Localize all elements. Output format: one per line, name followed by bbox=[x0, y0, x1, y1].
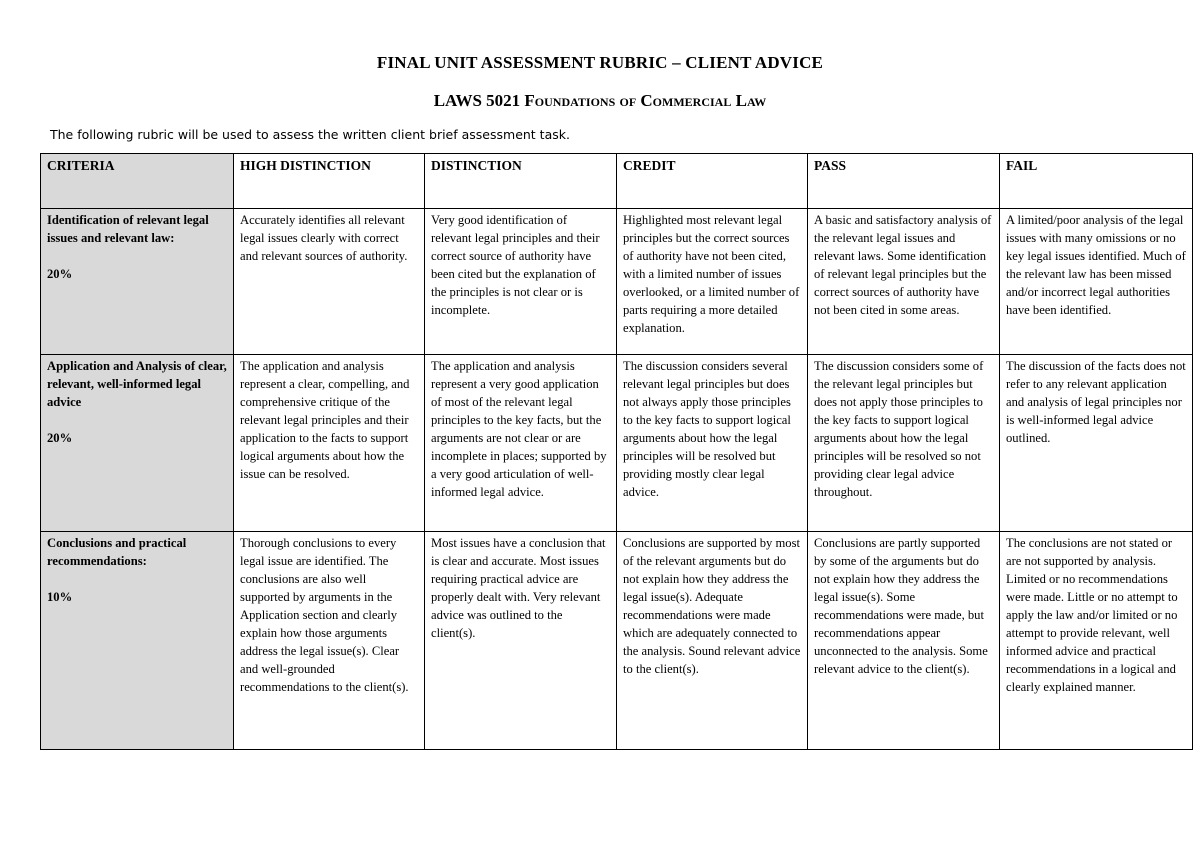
intro-text: The following rubric will be used to assess the written client brief assessment task. bbox=[50, 127, 570, 142]
cell-distinction: The application and analysis represent a very good application of most of the relevant legal principles to the key facts, but the arguments are not clear or are incomplete in places; supported by a very good articulation of well-informed legal advice. bbox=[425, 355, 617, 532]
criterion-label: Identification of relevant legal issues and relevant law: bbox=[47, 213, 209, 245]
header-pass: PASS bbox=[808, 154, 1000, 209]
cell-high-distinction: Accurately identifies all relevant legal issues clearly with correct and relevant sources of authority. bbox=[234, 209, 425, 355]
criterion-weight: 10% bbox=[47, 590, 73, 604]
header-high-distinction: HIGH DISTINCTION bbox=[234, 154, 425, 209]
unit-subtitle bbox=[0, 91, 1200, 111]
cell-credit: Conclusions are supported by most of the relevant arguments but do not explain how they address the legal issue(s). Adequate recommendations were made which are adequately connected to the analysis. Sound relevant advice to the client(s). bbox=[617, 532, 808, 750]
unit-name: Foundations of Commercial Law bbox=[524, 91, 767, 110]
cell-fail: The conclusions are not stated or are not supported by analysis. Limited or no recommendations were made. Little or no attempt to apply the law and/or limited or no attempt to provide relevant, well informed advice and practical recommendations in a logical and clearly explained manner. bbox=[1000, 532, 1193, 750]
rubric-row-conclusions bbox=[41, 532, 1193, 750]
criterion-label: Conclusions and practical recommendations: bbox=[47, 536, 187, 568]
cell-fail: A limited/poor analysis of the legal issues with many omissions or no key legal issues identified. Much of the relevant law has been missed and/or incorrect legal authorities have been identified. bbox=[1000, 209, 1193, 355]
cell-credit: Highlighted most relevant legal principles but the correct sources of authority have not been cited, with a limited number of issues overlooked, or a limited number of parts requiring a more detailed explanation. bbox=[617, 209, 808, 355]
rubric-table bbox=[40, 153, 1193, 750]
header-distinction: DISTINCTION bbox=[425, 154, 617, 209]
criterion-weight: 20% bbox=[47, 267, 73, 281]
header-credit: CREDIT bbox=[617, 154, 808, 209]
cell-high-distinction: Thorough conclusions to every legal issue are identified. The conclusions are also well supported by arguments in the Application section and clearly explain how those arguments address the legal issue(s). Clear and well-grounded recommendations to the client(s). bbox=[234, 532, 425, 750]
criterion-cell bbox=[41, 532, 234, 750]
document-title: FINAL UNIT ASSESSMENT RUBRIC – CLIENT ADVICE bbox=[376, 53, 824, 72]
cell-distinction: Very good identification of relevant legal principles and their correct source of authority have been cited but the explanation of the principles is not clear or is incomplete. bbox=[425, 209, 617, 355]
cell-credit: The discussion considers several relevant legal principles but does not always apply those principles to the key facts to support logical arguments about how the legal principles will be resolved but providing mostly clear legal advice. bbox=[617, 355, 808, 532]
criterion-weight: 20% bbox=[47, 431, 73, 445]
header-row bbox=[41, 154, 1193, 209]
criterion-label: Application and Analysis of clear, relevant, well-informed legal advice bbox=[47, 359, 227, 409]
cell-fail: The discussion of the facts does not refer to any relevant application and analysis of legal principles nor is well-informed legal advice outlined. bbox=[1000, 355, 1193, 532]
cell-pass: Conclusions are partly supported by some of the arguments but do not explain how they address the legal issue(s). Some recommendations were made, but recommendations appear unconnected to the analysis. Some relevant advice to the client(s). bbox=[808, 532, 1000, 750]
header-fail: FAIL bbox=[1000, 154, 1193, 209]
criterion-cell bbox=[41, 355, 234, 532]
rubric-row-application bbox=[41, 355, 1193, 532]
criterion-cell bbox=[41, 209, 234, 355]
unit-code: LAWS 5021 bbox=[433, 91, 521, 110]
cell-high-distinction: The application and analysis represent a clear, compelling, and comprehensive critique of the relevant legal principles and their application to the facts to support logical arguments about how the issue can be resolved. bbox=[234, 355, 425, 532]
rubric-row-identification bbox=[41, 209, 1193, 355]
cell-pass: The discussion considers some of the relevant legal principles but does not apply those principles to the key facts to support logical arguments about how the legal principles will be resolved so not providing clear legal advice throughout. bbox=[808, 355, 1000, 532]
cell-pass: A basic and satisfactory analysis of the relevant legal issues and relevant laws. Some identification of relevant legal principles but the correct sources of authority have not been cited in some areas. bbox=[808, 209, 1000, 355]
header-criteria: CRITERIA bbox=[41, 154, 234, 209]
cell-distinction: Most issues have a conclusion that is clear and accurate. Most issues requiring practical advice are properly dealt with. Very relevant advice was outlined to the client(s). bbox=[425, 532, 617, 750]
